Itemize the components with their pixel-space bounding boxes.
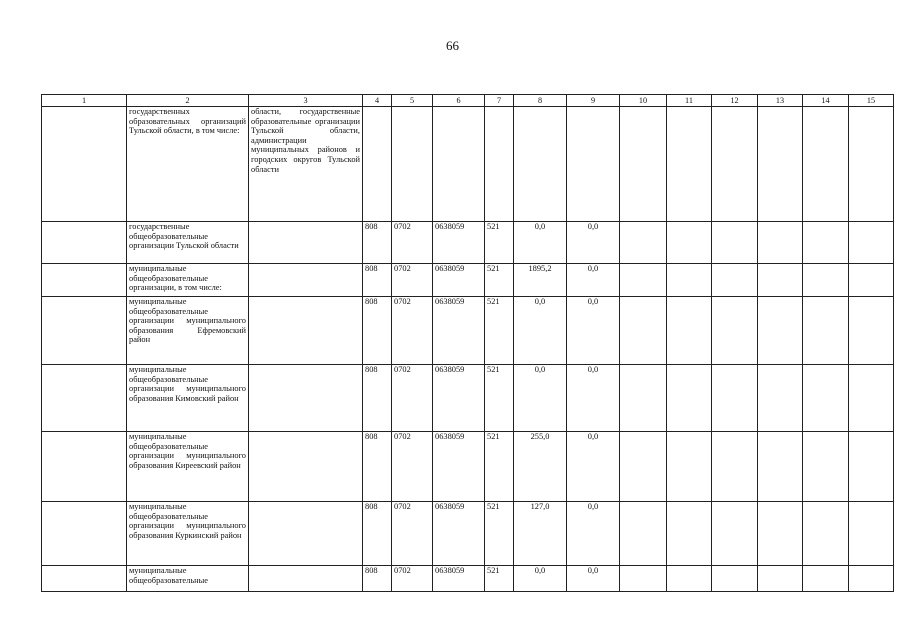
empty-cell (803, 566, 849, 592)
cell-section-code: 0702 (392, 297, 433, 365)
empty-cell (849, 107, 894, 222)
empty-cell (758, 365, 803, 432)
column-header: 2 (127, 95, 249, 107)
cell-amount: 0,0 (567, 264, 620, 297)
column-header: 11 (667, 95, 712, 107)
cell-description: муниципальные общеобразовательные организации, в том числе: (127, 264, 249, 297)
empty-cell (667, 566, 712, 592)
column-header: 14 (803, 95, 849, 107)
cell-col1 (42, 264, 127, 297)
empty-cell (803, 365, 849, 432)
cell-description: муниципальные общеобразовательные организации муниципального образования Ефремовский район (127, 297, 249, 365)
cell-ministry-code: 808 (363, 222, 392, 264)
empty-cell (758, 432, 803, 502)
empty-cell (803, 297, 849, 365)
cell-expense-type: 521 (485, 222, 514, 264)
cell-expense-type: 521 (485, 264, 514, 297)
empty-cell (712, 566, 758, 592)
cell-ministry-code: 808 (363, 502, 392, 566)
cell-col1 (42, 297, 127, 365)
cell-ministry-code: 808 (363, 566, 392, 592)
cell-col1 (42, 432, 127, 502)
cell-col1 (42, 365, 127, 432)
empty-cell (803, 502, 849, 566)
cell-article-code: 0638059 (433, 222, 485, 264)
cell-recipient (249, 502, 363, 566)
cell-amount: 1895,2 (514, 264, 567, 297)
empty-cell (803, 264, 849, 297)
empty-cell (758, 566, 803, 592)
empty-cell (667, 365, 712, 432)
empty-cell (849, 432, 894, 502)
cell-section-code: 0702 (392, 222, 433, 264)
empty-cell (712, 107, 758, 222)
empty-cell (712, 297, 758, 365)
cell-amount: 0,0 (567, 297, 620, 365)
column-header: 9 (567, 95, 620, 107)
empty-cell (667, 264, 712, 297)
empty-cell (758, 297, 803, 365)
empty-cell (758, 222, 803, 264)
cell-col1 (42, 222, 127, 264)
cell-ministry-code: 808 (363, 297, 392, 365)
cell-article-code: 0638059 (433, 566, 485, 592)
cell-amount: 127,0 (514, 502, 567, 566)
cell-ministry-code (363, 107, 392, 222)
table-row (42, 432, 894, 502)
cell-amount: 0,0 (514, 365, 567, 432)
cell-ministry-code: 808 (363, 432, 392, 502)
cell-description: государственные общеобразовательные организации Тульской области (127, 222, 249, 264)
table-row (42, 365, 894, 432)
column-header: 1 (42, 95, 127, 107)
empty-cell (620, 365, 667, 432)
empty-cell (758, 264, 803, 297)
cell-amount: 0,0 (567, 502, 620, 566)
cell-col1 (42, 566, 127, 592)
empty-cell (712, 502, 758, 566)
empty-cell (667, 502, 712, 566)
empty-cell (620, 566, 667, 592)
column-header: 15 (849, 95, 894, 107)
cell-expense-type: 521 (485, 365, 514, 432)
table-row (42, 297, 894, 365)
cell-description: муниципальные общеобразовательные (127, 566, 249, 592)
empty-cell (849, 365, 894, 432)
budget-table (41, 94, 894, 592)
empty-cell (849, 297, 894, 365)
cell-amount: 255,0 (514, 432, 567, 502)
cell-section-code: 0702 (392, 566, 433, 592)
cell-amount: 0,0 (514, 566, 567, 592)
empty-cell (667, 297, 712, 365)
empty-cell (803, 222, 849, 264)
empty-cell (849, 566, 894, 592)
cell-section-code: 0702 (392, 502, 433, 566)
empty-cell (849, 222, 894, 264)
cell-expense-type (485, 107, 514, 222)
column-header: 3 (249, 95, 363, 107)
cell-recipient (249, 222, 363, 264)
cell-expense-type: 521 (485, 502, 514, 566)
empty-cell (849, 264, 894, 297)
table-row (42, 107, 894, 222)
cell-article-code (433, 107, 485, 222)
cell-recipient (249, 566, 363, 592)
empty-cell (712, 365, 758, 432)
table-row (42, 502, 894, 566)
column-header: 13 (758, 95, 803, 107)
cell-amount (567, 107, 620, 222)
empty-cell (758, 107, 803, 222)
cell-expense-type: 521 (485, 566, 514, 592)
cell-amount: 0,0 (514, 297, 567, 365)
column-header: 12 (712, 95, 758, 107)
cell-amount: 0,0 (567, 222, 620, 264)
empty-cell (620, 107, 667, 222)
cell-ministry-code: 808 (363, 264, 392, 297)
empty-cell (620, 222, 667, 264)
cell-article-code: 0638059 (433, 264, 485, 297)
cell-description: муниципальные общеобразовательные организации муниципального образования Куркинский район (127, 502, 249, 566)
cell-description: муниципальные общеобразовательные организации муниципального образования Кимовский район (127, 365, 249, 432)
cell-recipient (249, 297, 363, 365)
empty-cell (849, 502, 894, 566)
table-row (42, 222, 894, 264)
cell-amount: 0,0 (567, 365, 620, 432)
cell-article-code: 0638059 (433, 432, 485, 502)
column-number-row (42, 95, 894, 107)
column-header: 10 (620, 95, 667, 107)
cell-article-code: 0638059 (433, 297, 485, 365)
column-header: 6 (433, 95, 485, 107)
empty-cell (803, 107, 849, 222)
cell-expense-type: 521 (485, 432, 514, 502)
cell-description: муниципальные общеобразовательные организации муниципального образования Киреевский район (127, 432, 249, 502)
cell-amount (514, 107, 567, 222)
cell-recipient: области, государственные образовательные организации Тульской области, администрации муниципальных районов и городских округов Тульской области (249, 107, 363, 222)
column-header: 4 (363, 95, 392, 107)
cell-article-code: 0638059 (433, 365, 485, 432)
empty-cell (620, 264, 667, 297)
cell-recipient (249, 432, 363, 502)
cell-section-code: 0702 (392, 365, 433, 432)
cell-section-code (392, 107, 433, 222)
cell-article-code: 0638059 (433, 502, 485, 566)
cell-expense-type: 521 (485, 297, 514, 365)
cell-recipient (249, 264, 363, 297)
column-header: 7 (485, 95, 514, 107)
table-row (42, 566, 894, 592)
table-row (42, 264, 894, 297)
cell-amount: 0,0 (567, 566, 620, 592)
cell-section-code: 0702 (392, 264, 433, 297)
empty-cell (712, 264, 758, 297)
empty-cell (620, 432, 667, 502)
cell-section-code: 0702 (392, 432, 433, 502)
cell-description: государственных образовательных организаций Тульской области, в том числе: (127, 107, 249, 222)
empty-cell (803, 432, 849, 502)
empty-cell (712, 222, 758, 264)
column-header: 5 (392, 95, 433, 107)
cell-ministry-code: 808 (363, 365, 392, 432)
cell-col1 (42, 502, 127, 566)
cell-amount: 0,0 (514, 222, 567, 264)
cell-col1 (42, 107, 127, 222)
column-header: 8 (514, 95, 567, 107)
cell-recipient (249, 365, 363, 432)
empty-cell (620, 297, 667, 365)
empty-cell (758, 502, 803, 566)
empty-cell (620, 502, 667, 566)
empty-cell (667, 432, 712, 502)
empty-cell (667, 107, 712, 222)
empty-cell (712, 432, 758, 502)
empty-cell (667, 222, 712, 264)
page-number: 66 (446, 38, 459, 53)
cell-amount: 0,0 (567, 432, 620, 502)
